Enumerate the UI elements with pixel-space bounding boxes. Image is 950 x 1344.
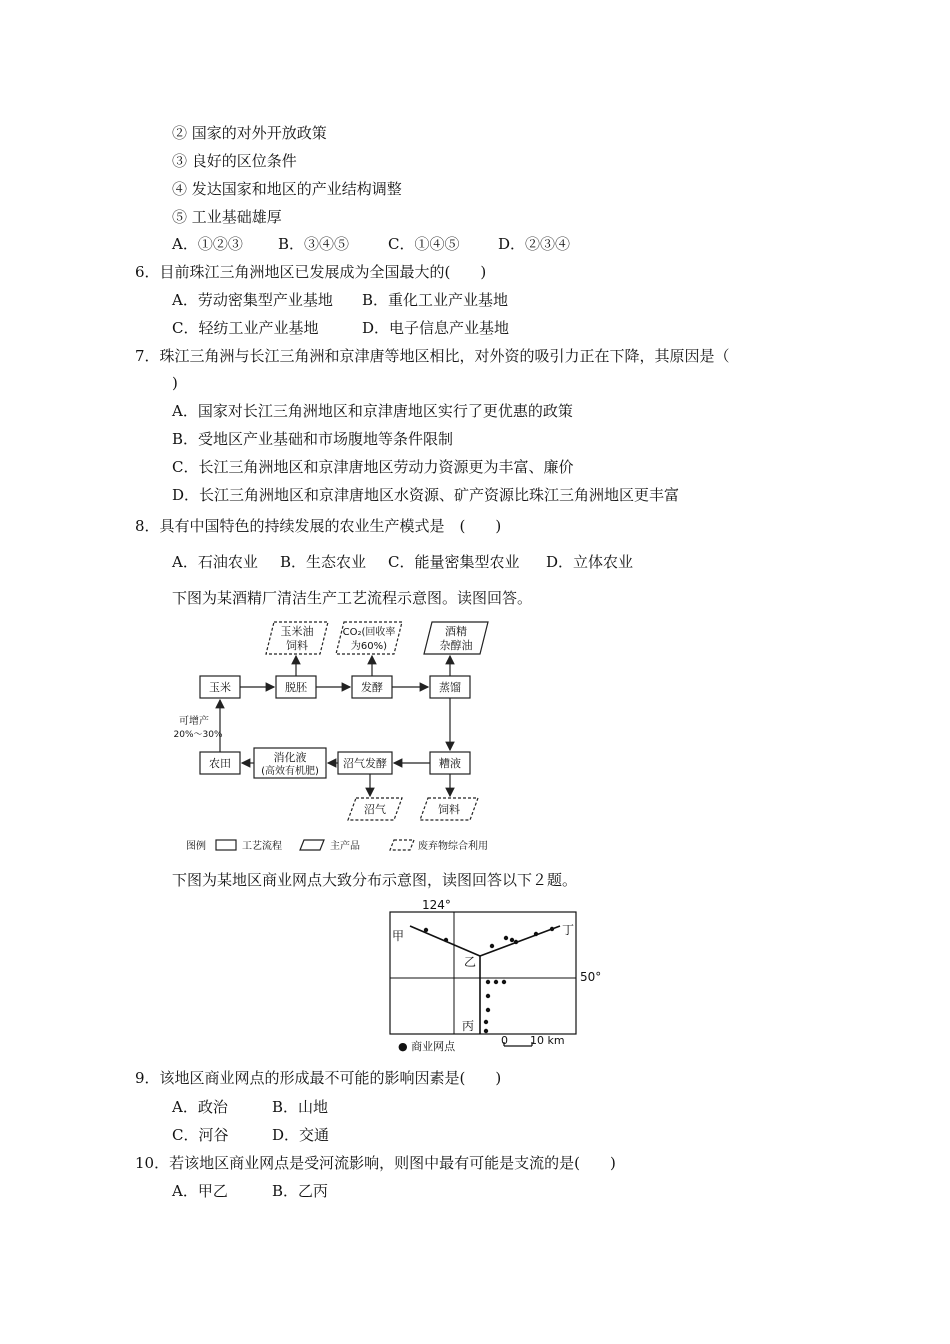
option: D．立体农业 — [546, 553, 634, 571]
option: A．①②③ — [172, 235, 243, 253]
label-bing: 丙 — [462, 1019, 475, 1033]
flow-degerm: 脱胚 — [285, 681, 307, 694]
figure-intro: 下图为某酒精厂清洁生产工艺流程示意图。读图回答。 — [172, 589, 533, 607]
commercial-points — [424, 927, 554, 1033]
option: C．轻纺工业产业基地 — [172, 319, 319, 337]
q6-options-row — [172, 290, 508, 310]
flow-yield-note: 可增产 — [179, 716, 209, 727]
option: B．山地 — [272, 1098, 329, 1116]
label-yi: 乙 — [464, 955, 477, 969]
legend-title: 图例 — [186, 841, 206, 852]
question-stem: 6．目前珠江三角洲地区已发展成为全国最大的( ) — [135, 263, 487, 281]
question-stem: 8．具有中国特色的持续发展的农业生产模式是 ( ) — [135, 517, 502, 535]
flow-yield-note: 20%～30% — [173, 730, 223, 740]
option: C．能量密集型农业 — [388, 553, 520, 571]
q8-options-row — [172, 552, 633, 572]
flow-corn-oil-label: 玉米油 — [280, 625, 314, 638]
legend-process: 工艺流程 — [242, 841, 282, 852]
q10-options-row — [172, 1181, 328, 1201]
flow-distill: 蒸馏 — [439, 681, 461, 694]
option: C．①④⑤ — [388, 235, 460, 253]
q5-item: ③ 良好的区位条件 — [172, 152, 297, 170]
question-stem: 9．该地区商业网点的形成最不可能的影响因素是( ) — [135, 1069, 502, 1087]
option: C．长江三角洲地区和京津唐地区劳动力资源更为丰富、廉价 — [172, 458, 574, 476]
flow-alcohol-label: 酒精 — [445, 625, 467, 638]
question-stem: 7．珠江三角洲与长江三角洲和京津唐等地区相比，对外资的吸引力正在下降，其原因是（ — [135, 347, 730, 365]
map-legend: ● 商业网点 — [398, 1040, 456, 1053]
option: B．生态农业 — [280, 553, 367, 571]
flow-diagram — [173, 616, 520, 860]
option: B．乙丙 — [272, 1182, 329, 1200]
option: A．石油农业 — [172, 553, 258, 571]
flow-digestate: 消化液 — [273, 751, 307, 764]
option: A．甲乙 — [172, 1182, 228, 1200]
scale-zero: 0 — [501, 1034, 508, 1047]
flow-alcohol-label: 杂醇油 — [439, 639, 473, 652]
flow-stillage: 糟液 — [439, 757, 461, 770]
option: B．③④⑤ — [278, 235, 350, 253]
flow-ferment: 发酵 — [361, 681, 383, 694]
flow-corn: 玉米 — [209, 681, 231, 694]
flow-co2-label: 为60%) — [350, 641, 388, 652]
option: B．受地区产业基础和市场腹地等条件限制 — [172, 430, 454, 448]
q9-options-row — [172, 1125, 329, 1145]
flow-digestate: (高效有机肥) — [261, 766, 319, 777]
option: B．重化工业产业基地 — [362, 291, 509, 309]
q5-options — [172, 234, 570, 254]
q5-item: ④ 发达国家和地区的产业结构调整 — [172, 180, 402, 198]
question-stem-cont: ) — [172, 374, 178, 392]
legend-waste: 废弃物综合利用 — [418, 841, 488, 852]
option: D．长江三角洲地区和京津唐地区水资源、矿产资源比珠江三角洲地区更丰富 — [172, 486, 680, 504]
option: A．劳动密集型产业基地 — [172, 291, 333, 309]
figure-intro: 下图为某地区商业网点大致分布示意图，读图回答以下２题。 — [172, 871, 578, 889]
option: C．河谷 — [172, 1126, 229, 1144]
option: A．政治 — [172, 1098, 228, 1116]
flow-biogas: 沼气 — [364, 803, 386, 816]
q9-options-row — [172, 1097, 328, 1117]
commercial-map — [384, 896, 614, 1060]
scale-length: 10 km — [530, 1034, 565, 1047]
q5-item: ⑤ 工业基础雄厚 — [172, 208, 282, 226]
q5-item: ② 国家的对外开放政策 — [172, 124, 327, 142]
flow-corn-oil-label: 饲料 — [286, 639, 308, 652]
lat-label: 50° — [580, 970, 602, 984]
option: D．②③④ — [498, 235, 571, 253]
question-stem: 10．若该地区商业网点是受河流影响，则图中最有可能是支流的是( ) — [135, 1154, 616, 1172]
option: A．国家对长江三角洲地区和京津唐地区实行了更优惠的政策 — [172, 402, 573, 420]
option: D．交通 — [272, 1126, 330, 1144]
label-jia: 甲 — [392, 929, 405, 943]
label-ding: 丁 — [562, 923, 575, 937]
option: D．电子信息产业基地 — [362, 319, 510, 337]
lon-label: 124° — [422, 898, 451, 912]
flow-biogas-ferment: 沼气发酵 — [343, 757, 387, 770]
flow-co2-label: CO₂(回收率 — [342, 627, 396, 638]
legend-main-product: 主产品 — [330, 841, 360, 852]
q6-options-row — [172, 318, 509, 338]
flow-feed: 饲料 — [438, 803, 460, 816]
flow-farmland: 农田 — [209, 757, 231, 770]
